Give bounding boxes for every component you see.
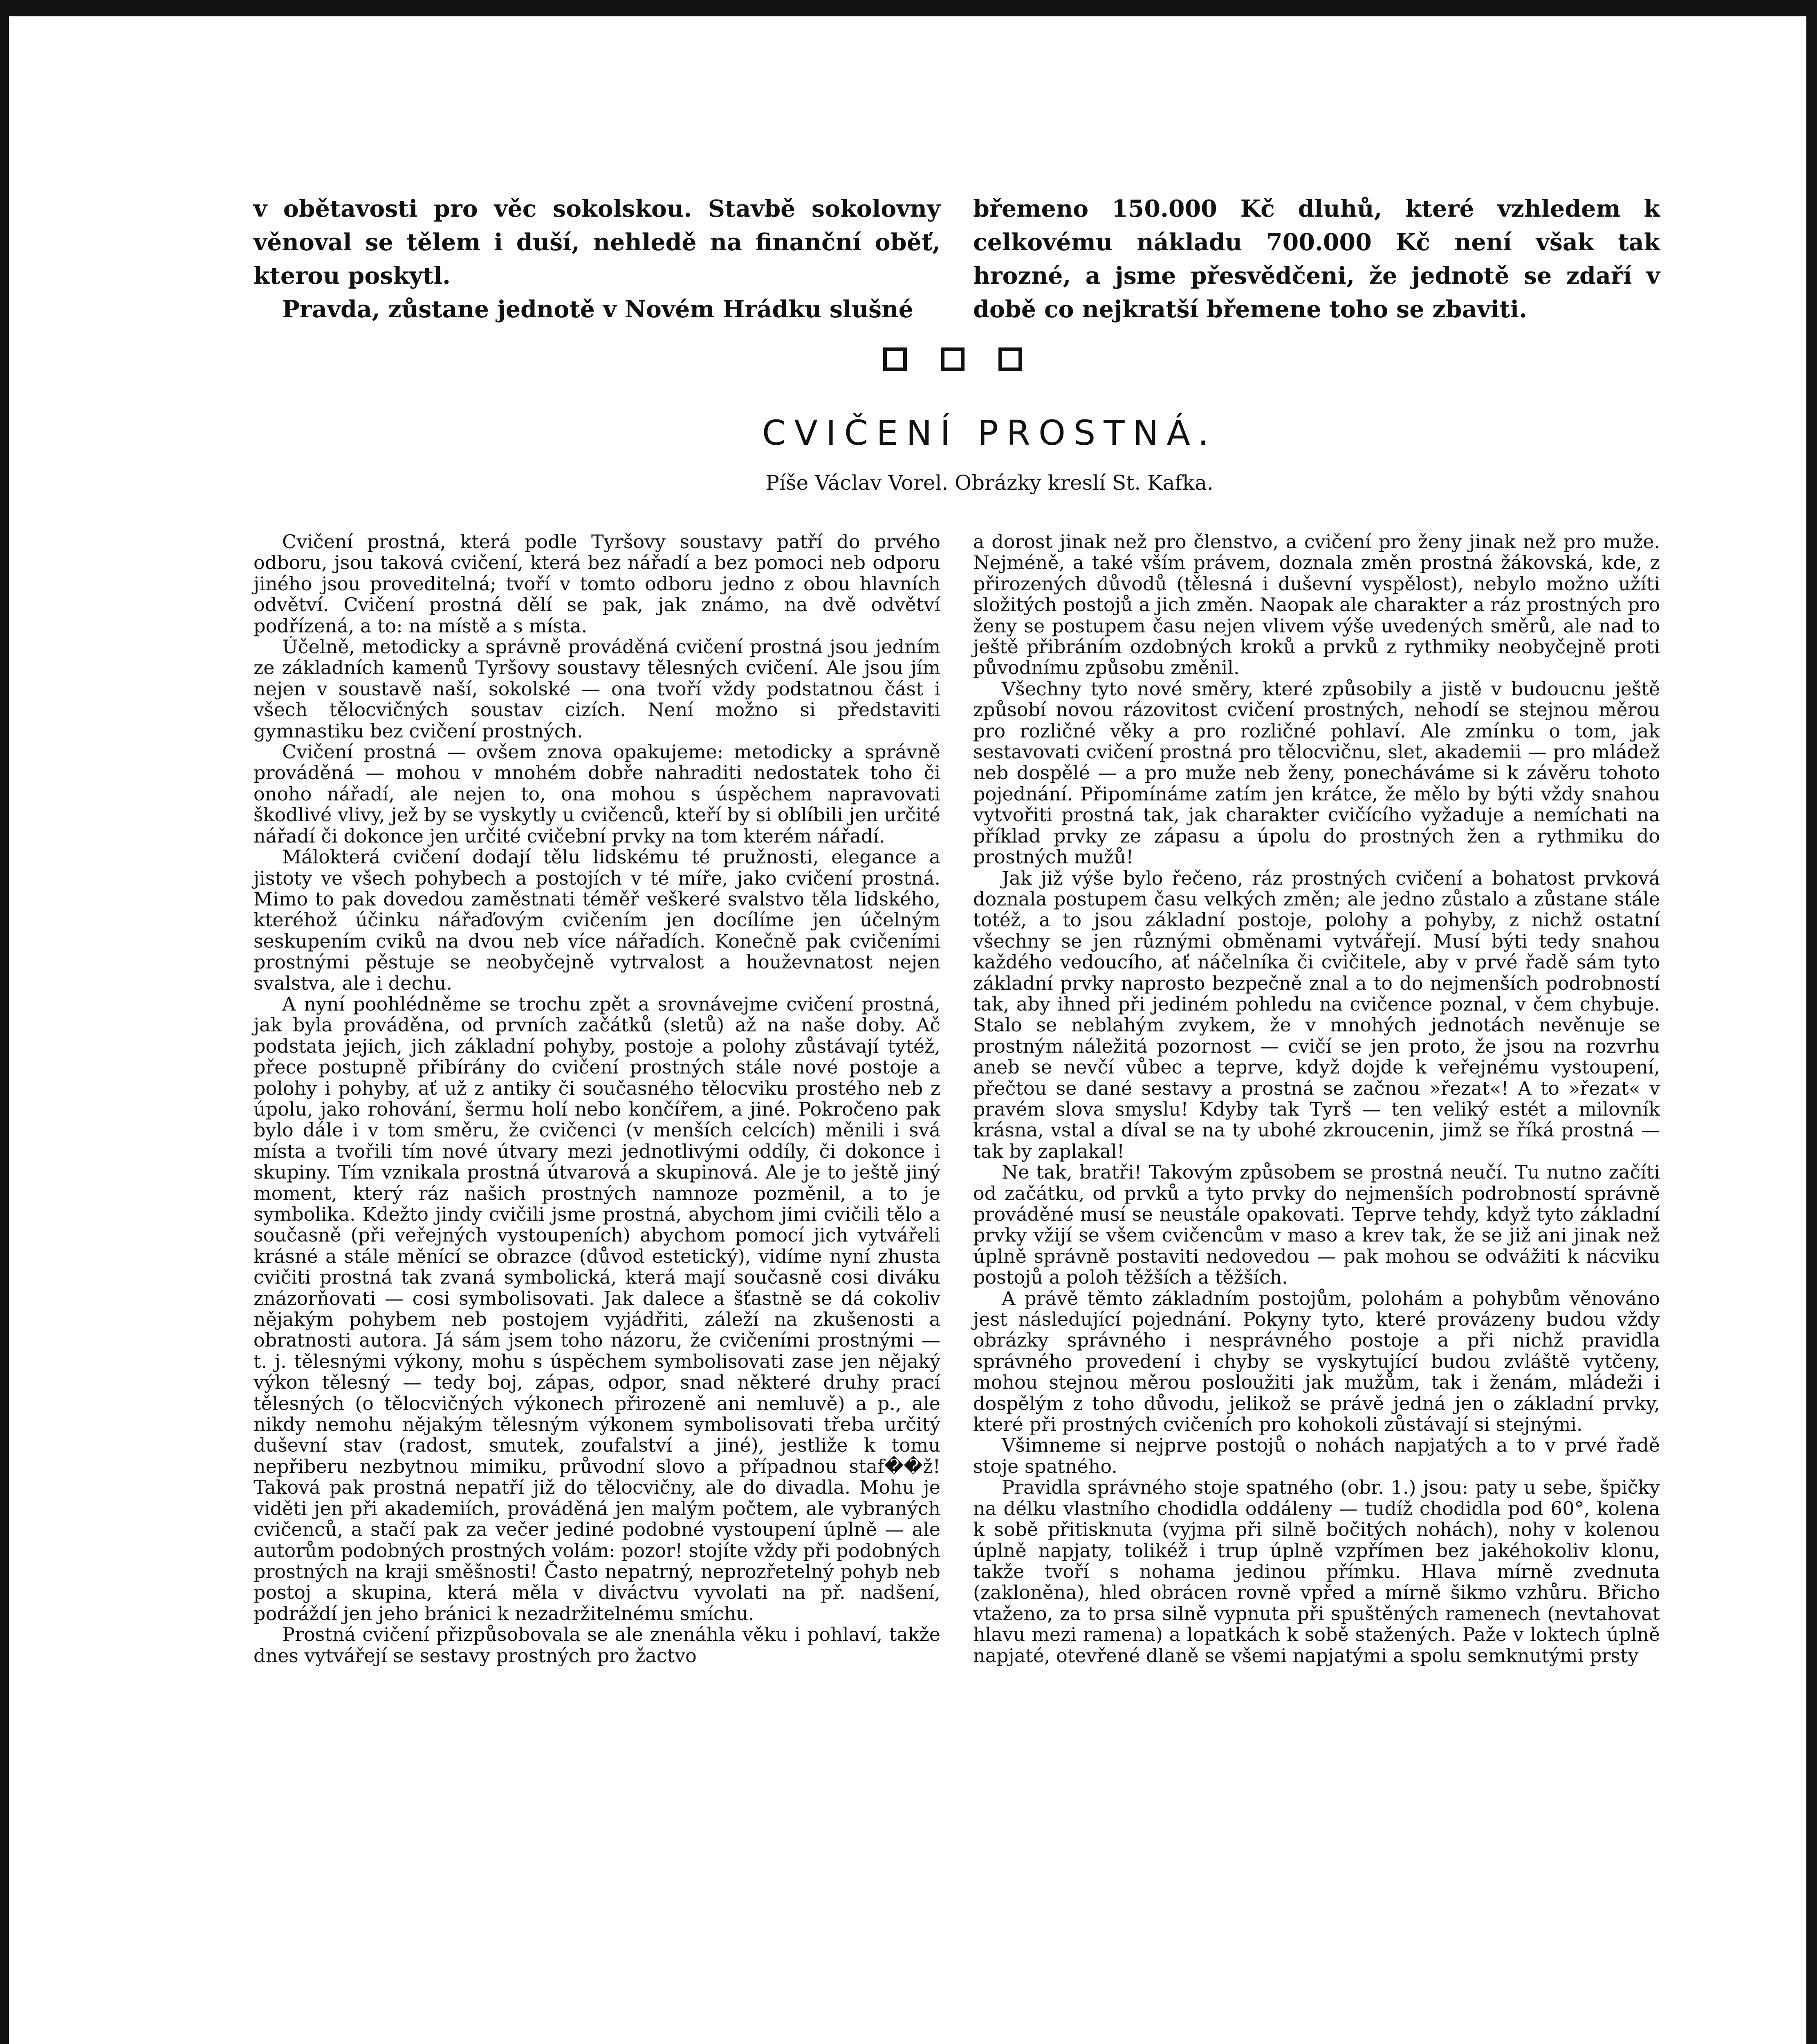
previous-article-right-column [973,192,1660,326]
article-title: CVIČENÍ PROSTNÁ. [762,413,1217,453]
paragraph: Pravidla správného stoje spatného (obr. 1.) jsou: paty u sebe, špičky na délku vlastního chodidla oddáleny — tudíž chodidla pod 60°, kolena k sobě přitisknuta (vyjma při silně bočitých nohách), nohy v kolenou úplně napjaty, tolikéž i trup úplně vzpřímen bez jakéhokoliv klonu, takže tvoří s nohama jedinou přímku. Hlava mírně zvednuta (zakloněna), hled obrácen rovně vpřed a mírně šikmo vzhůru. Břicho vtaženo, za to prsa silně vypnuta při spuštěných ramenech (nevtahovat hlavu mezi ramena) a lopatkách k sobě stažených. Paže v loktech úplně napjaté, otevřené dlaně se všemi napjatými a spolu semknutými prsty [973,1476,1660,1667]
previous-article-left-column [253,192,940,326]
paragraph: Všechny tyto nové směry, které způsobily a jistě v budoucnu ještě způsobí novou rázovitost cvičení prostných, nehodí se stejnou měrou pro rozličné věky a pro rozličné pohlaví. Ale zmínku o tom, jak sestavovati cvičení prostná pro tělocvičnu, slet, akademii — pro mládež neb dospělé — a pro muže neb ženy, ponecháváme si k závěru tohoto pojednání. Připomínáme zatím jen krátce, že mělo by býti vždy snahou vytvořiti prostná tak, jak charakter cvičícího vyžaduje a nemíchati na příklad prvky ze zápasu a úpolu do prostných žen a rythmiku do prostných mužů! [973,677,1660,868]
paragraph: a dorost jinak než pro členstvo, a cvičení pro ženy jinak než pro muže. Nejméně, a také vším právem, doznala změn prostná žákovská, kde, z přirozených důvodů (tělesná i duševní vyspělost), nebylo možno užíti složitých postojů a jich změn. Naopak ale charakter a ráz prostných pro ženy se postupem času nejen vlivem výše uvedených směrů, ale nad to ještě přibráním ozdobných kroků a prvků z rythmiky neobyčejně proti původnímu způsobu změnil. [973,531,1660,679]
scan-border-top [0,0,1817,16]
article-left-column [253,531,940,1666]
paragraph: Všimneme si nejprve postojů o nohách napjatých a to v prvé řadě stoje spatného. [973,1434,1660,1477]
article-byline: Píše Václav Vorel. Obrázky kreslí St. Kafka. [765,471,1214,495]
paragraph: Cvičení prostná — ovšem znova opakujeme: metodicky a správně prováděná — mohou v mnohém dobře nahraditi nedostatek toho či onoho nářadí, ale nejen to, ona mohou s úspěchem napravovati škodlivé vlivy, jež by se vyskytly u cvičenců, kteří by si oblíbili jen určité nářadí či dokonce jen určité cvičební prvky na tom kterém nářadí. [253,741,940,847]
paragraph: A nyní poohlédněme se trochu zpět a srovnávejme cvičení prostná, jak byla prováděna, od prvních začátků (sletů) až na naše doby. Ač podstata jejich, jich základní pohyby, postoje a polohy zůstávají tytéž, přece postupně přibírány do cvičení prostných stále nové postoje a polohy i pohyby, ať už z antiky či současného tělocviku prostého neb z úpolu, jako rohování, šermu holí nebo končířem, a jiné. Pokročeno pak bylo dále i v tom směru, že cvičenci (v menších celcích) měnili i svá místa a tvořili tím nové útvary mezi jednotlivými oddíly, či dokonce i skupiny. Tím vznikala prostná útvarová a skupinová. Ale je to ještě jiný moment, který ráz našich prostných namnoze pozměnil, a to je symbolika. Kdežto jindy cvičili jsme prostná, abychom jimi cvičili tělo a současně (při veřejných vystoupeních) abychom pomocí jich vytvářeli krásné a stále měnící se obrazce (důvod estetický), vidíme nyní zhusta cvičiti prostná tak zvaná symbolická, která mají současně cosi diváku znázorňovati — cosi symbolisovati. Jak dalece a šťastně se dá cokoliv nějakým pohybem neb postojem vyjádřiti, záleží na zkušenosti a obratnosti autora. Já sám jsem toho názoru, že cvičeními prostnými — t. j. tělesnými výkony, mohu s úspěchem symbolisovati zase jen nějaký výkon tělesný — tedy boj, zápas, odpor, snad některé druhy prací tělesných (o tělocvičných výkonech přirozeně ani nemluvě) a p., ale nikdy nemohu nějakým tělesným výkonem symbolisovati třeba určitý duševní stav (radost, smutek, zoufalství a jiné), jestliže k tomu nepřiberu nezbytnou mimiku, průvodní slovo a případnou staf��ž! Taková pak prostná nepatří již do tělocvičny, ale do divadla. Mohu je viděti jen při akademiích, prováděná jen malým počtem, ale vybraných cvičenců, a stačí pak za večer jediné podobné vystoupení úplně — ale autorům podobných prostných volám: pozor! stojíte vždy při podobných prostných na kraji směšnosti! Často nepatrný, neprozřetelný pohyb neb postoj a skupina, která měla v diváctvu vyvolati na př. nadšení, podráždí jen jeho bránici k nezadržitelnému smíchu. [253,993,940,1625]
paragraph: břemeno 150.000 Kč dluhů, které vzhledem k celkovému nákladu 700.000 Kč není však tak hrozné, a jsme přesvědčeni, že jednotě se zdaří v době co nejkratší břemene toho se zbaviti. [973,195,1660,323]
scan-border-left [0,0,9,2044]
square-ornament-icon [883,347,907,371]
paragraph: Prostná cvičení přizpůsobovala se ale znenáhla věku i pohlaví, takže dnes vytvářejí se sestavy prostných pro žactvo [253,1623,940,1667]
paragraph: Pravda, zůstane jednotě v Novém Hrádku slušné [282,296,913,323]
paragraph: Jak již výše bylo řečeno, ráz prostných cvičení a bohatost prvková doznala postupem času velkých změn; ale jedno zůstalo a zůstane stále totéž, a to jsou základní postoje, polohy a pohyby, z nichž ostatní všechny se jen různými obměnami vytvářejí. Musí býti tedy snahou každého vedoucího, ať náčelníka či cvičitele, aby v prvé řadě sám tyto základní prvky naprosto bezpečně znal a to do nejmenších podrobností tak, aby ihned při jediném pohledu na cvičence poznal, v čem chybuje. Stalo se neblahým zvykem, že v mnohých jednotách nevěnuje se prostným náležitá pozornost — cvičí se jen proto, že jsou na rozvrhu aneb se nevčí vůbec a teprve, když dojde k veřejnému vystoupení, přečtou se dané sestavy a prostná se začnou »řezat«! A to »řezat« v pravém slova smyslu! Kdyby tak Tyrš — ten veliký estét a milovník krásna, vstal a díval se na ty ubohé zkroucenin, jimž se říká prostná — tak by zaplakal! [973,867,1660,1162]
paragraph: Ne tak, bratři! Takovým způsobem se prostná neučí. Tu nutno začíti od začátku, od prvků a tyto prvky do nejmenších podrobností správně prováděné musí se neustále opakovati. Teprve tehdy, když tyto základní prvky vžijí se všem cvičencům v maso a krev tak, že se již ani jinak než úplně správně postaviti nedovedou — pak mohou se odvážiti k nácviku postojů a poloh těžších a těžších. [973,1161,1660,1289]
scan-border-right [1806,0,1817,2044]
paragraph: Málokterá cvičení dodají tělu lidskému té pružnosti, elegance a jistoty ve všech pohybech a postojích v té míře, jako cvičení prostná. Mimo to pak dovedou zaměstnati téměř veškeré svalstvo těla lidského, kteréhož účinku nářaďovým cvičením jen docílíme jen účelným seskupením cviků na dvou neb více nářadích. Konečně pak cvičeními prostnými pěstuje se neobyčejně vytrvalost a houževnatost nejen svalstva, ale i dechu. [253,846,940,994]
section-divider-ornament [883,347,1022,370]
square-ornament-icon [998,347,1022,371]
paragraph: v obětavosti pro věc sokolskou. Stavbě sokolovny věnoval se tělem i duší, nehledě na finanční oběť, kterou poskytl. [253,195,940,289]
paragraph: A právě těmto základním postojům, polohám a pohybům věnováno jest následující pojednání. Pokyny tyto, které provázeny budou vždy obrázky správného i nesprávného postoje a při nichž pravidla správného provedení i chyby se vyskytující budou zvláště vytčeny, mohou stejnou měrou posloužiti jak mužům, tak i ženám, mládeži i dospělým z toho důvodu, jelikož se právě jedná jen o základní prvky, které při prostných cvičeních pro kohokoli zůstávají si stejnými. [973,1287,1660,1436]
paragraph: Účelně, metodicky a správně prováděná cvičení prostná jsou jedním ze základních kamenů Tyršovy soustavy tělesných cvičení. Ale jsou jím nejen v soustavě naší, sokolské — ona tvoří vždy podstatnou část i všech tělocvičných soustav cizích. Není možno si představiti gymnastiku bez cvičení prostných. [253,636,940,742]
square-ornament-icon [941,347,965,371]
article-right-column [973,531,1660,1666]
paragraph: Cvičení prostná, která podle Tyršovy soustavy patří do prvého odboru, jsou taková cvičení, která bez nářadí a bez pomoci neb odporu jiného jsou proveditelná; tvoří v tomto odboru jedno z obou hlavních odvětví. Cvičení prostná dělí se pak, jak známo, na dvě odvětví podřízená, a to: na místě a s místa. [253,531,940,637]
